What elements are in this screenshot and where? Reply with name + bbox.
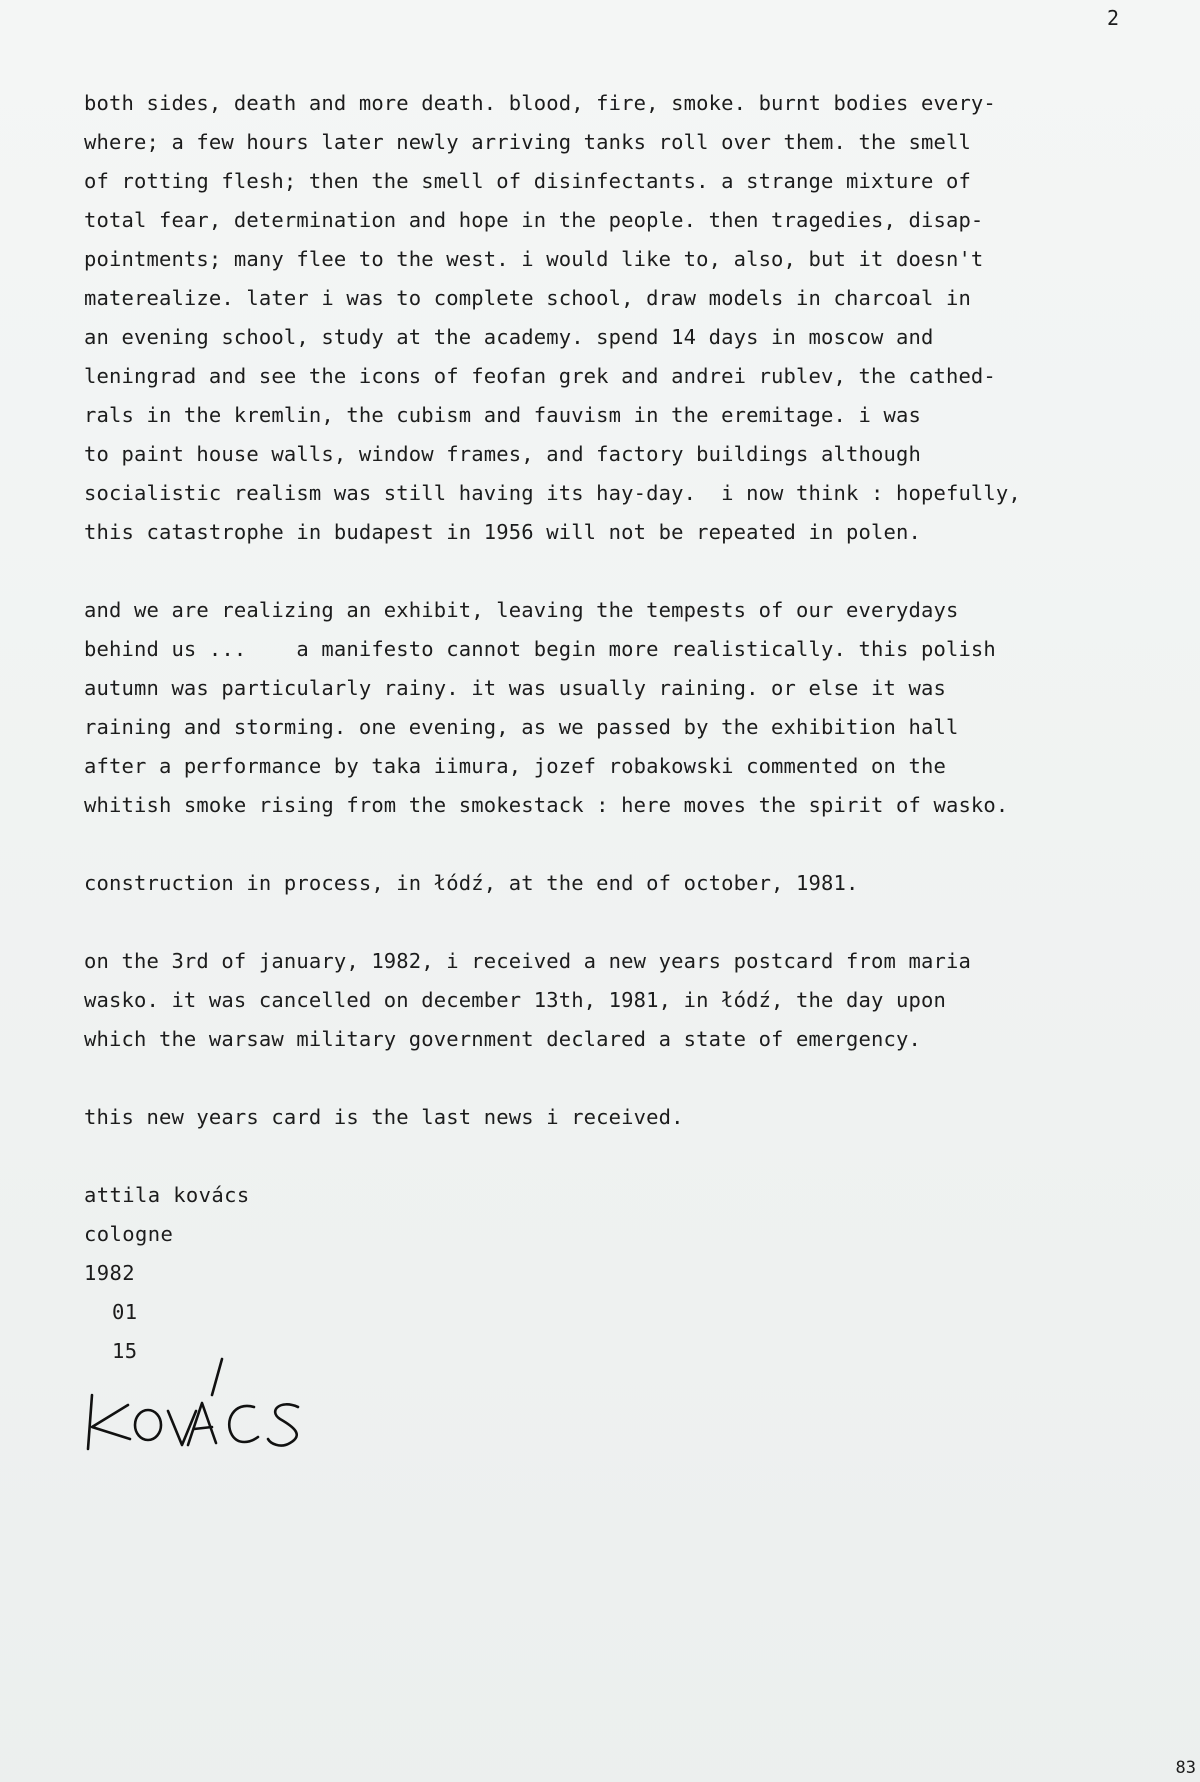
text-line: an evening school, study at the academy. spend 14 days in moscow and	[84, 325, 934, 349]
date-year: 1982	[84, 1261, 135, 1285]
text-line: on the 3rd of january, 1982, i received a new years postcard from maria	[84, 949, 971, 973]
author-name: attila kovács	[84, 1183, 250, 1207]
signoff-block	[84, 1176, 1144, 1371]
author-city: cologne	[84, 1222, 174, 1246]
paragraph-5	[84, 1098, 1144, 1137]
date-day: 15	[112, 1339, 138, 1363]
text-line: this new years card is the last news i received.	[84, 1105, 684, 1129]
paragraph-4	[84, 942, 1144, 1059]
text-line: and we are realizing an exhibit, leaving the tempests of our everydays	[84, 598, 959, 622]
text-line: rals in the kremlin, the cubism and fauvism in the eremitage. i was	[84, 403, 921, 427]
paragraph-gap	[84, 1137, 1144, 1176]
text-line: construction in process, in łódź, at the end of october, 1981.	[84, 871, 859, 895]
text-line: socialistic realism was still having its hay-day. i now think : hopefully,	[84, 481, 1021, 505]
text-line: to paint house walls, window frames, and factory buildings although	[84, 442, 921, 466]
paragraph-1	[84, 84, 1144, 552]
folio-number: 83	[1175, 1758, 1196, 1778]
text-line: this catastrophe in budapest in 1956 will not be repeated in polen.	[84, 520, 921, 544]
text-line: which the warsaw military government declared a state of emergency.	[84, 1027, 921, 1051]
paragraph-gap	[84, 1059, 1144, 1098]
page-number: 2	[1106, 6, 1120, 30]
text-line: autumn was particularly rainy. it was usually raining. or else it was	[84, 676, 946, 700]
paragraph-2	[84, 591, 1144, 825]
text-line: materealize. later i was to complete school, draw models in charcoal in	[84, 286, 971, 310]
text-line: wasko. it was cancelled on december 13th, 1981, in łódź, the day upon	[84, 988, 946, 1012]
paragraph-gap	[84, 825, 1144, 864]
text-line: where; a few hours later newly arriving tanks roll over them. the smell	[84, 130, 971, 154]
handwritten-signature	[84, 1355, 324, 1455]
text-line: whitish smoke rising from the smokestack : here moves the spirit of wasko.	[84, 793, 1009, 817]
text-line: both sides, death and more death. blood, fire, smoke. burnt bodies every-	[84, 91, 996, 115]
text-line: total fear, determination and hope in the people. then tragedies, disap-	[84, 208, 984, 232]
text-line: of rotting flesh; then the smell of disinfectants. a strange mixture of	[84, 169, 971, 193]
text-line: behind us ... a manifesto cannot begin more realistically. this polish	[84, 637, 996, 661]
text-line: leningrad and see the icons of feofan grek and andrei rublev, the cathed-	[84, 364, 996, 388]
date-month: 01	[112, 1300, 138, 1324]
paragraph-3	[84, 864, 1144, 903]
text-line: after a performance by taka iimura, jozef robakowski commented on the	[84, 754, 946, 778]
paragraph-gap	[84, 552, 1144, 591]
text-line: raining and storming. one evening, as we passed by the exhibition hall	[84, 715, 959, 739]
letter-body	[84, 84, 1144, 1371]
text-line: pointments; many flee to the west. i would like to, also, but it doesn't	[84, 247, 984, 271]
paragraph-gap	[84, 903, 1144, 942]
